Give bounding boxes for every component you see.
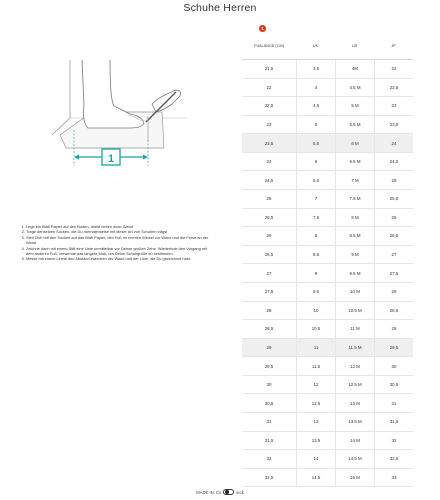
table-row	[242, 376, 413, 395]
header-us: US	[351, 44, 358, 48]
cell-uk: 14.5	[296, 469, 335, 487]
toggle-knob	[225, 490, 229, 494]
table-header	[242, 34, 413, 60]
instruction-step: 4. Zeichne dann mit einem Stift eine Linie unmittelbar vor Deiner großen Zehe. Wiederhole den Vorgang mit dem anderen Fuß; verwende das längere Maß, um Deine Schuhgröße zu bestimmen.	[26, 246, 215, 257]
cell-uk: 10.5	[296, 320, 335, 338]
cell-foot-length: 29,5	[264, 363, 274, 369]
cell-us: 13.5 M	[335, 413, 374, 431]
table-row	[242, 153, 413, 172]
cell-foot-length: 27	[266, 270, 272, 276]
header-uk: UK	[312, 44, 319, 48]
cell-us: 8.5 M	[335, 227, 374, 245]
cell-foot-length: 30	[266, 382, 272, 388]
cell-us: 6 M	[335, 134, 374, 152]
cell-us: 7 M	[335, 171, 374, 189]
cell-uk: 6.5	[296, 171, 335, 189]
cell-jp: 29,5	[374, 339, 413, 357]
cell-uk: 9.5	[296, 283, 335, 301]
instruction-step: 2. Trage denselben Socken, die Du normalerweise mit dieser Art von Schuhen trägst	[26, 229, 215, 234]
table-row	[242, 469, 413, 488]
cell-uk: 4	[296, 79, 335, 97]
cell-foot-length: 24	[266, 159, 272, 165]
cell-uk: 7	[296, 190, 335, 208]
table-row	[242, 190, 413, 209]
table-row	[242, 357, 413, 376]
instruction-step: 3. Stell Dich mit den Socken auf das Blatt Papier, den Fuß im rechten Winkel zur Wand und die Ferse an der Wand	[26, 235, 215, 246]
cell-uk: 9	[296, 264, 335, 282]
table-row	[242, 432, 413, 451]
cell-foot-length: 32	[266, 456, 272, 462]
cell-us: 4.5 M	[335, 79, 374, 97]
cell-us: 13 M	[335, 394, 374, 412]
cell-foot-length: 31,5	[264, 437, 274, 443]
measurement-instructions	[20, 224, 215, 262]
cell-jp: 25,5	[374, 190, 413, 208]
cell-jp: 32,5	[374, 450, 413, 468]
cell-uk: 11.5	[296, 357, 335, 375]
table-row	[242, 450, 413, 469]
cell-foot-length: 21,5	[264, 66, 274, 72]
footer	[0, 489, 440, 495]
table-row	[242, 339, 413, 358]
cell-foot-length: 23	[266, 122, 272, 128]
page-title: Schuhe Herren	[183, 2, 257, 14]
cell-us: 5.5 M	[335, 116, 374, 134]
cell-jp: 22,5	[374, 79, 413, 97]
table-row	[242, 227, 413, 246]
table-row	[242, 246, 413, 265]
header-jp: JP	[391, 44, 396, 48]
cell-us: 8 M	[335, 209, 374, 227]
cell-us: 10.5 M	[335, 302, 374, 320]
cell-uk: 10	[296, 302, 335, 320]
cell-uk: 6	[296, 153, 335, 171]
cell-foot-length: 22,5	[264, 103, 274, 109]
cell-foot-length: 25	[266, 196, 272, 202]
table-row	[242, 264, 413, 283]
cell-us: 7.5 M	[335, 190, 374, 208]
cell-jp: 31,5	[374, 413, 413, 431]
cell-uk: 12	[296, 376, 335, 394]
cell-foot-length: 24,5	[264, 177, 274, 183]
cell-us: 5 M	[335, 97, 374, 115]
cell-us: 11 M	[335, 320, 374, 338]
cell-us: 12.5 M	[335, 376, 374, 394]
footer-text-left: MADE IN: Co	[196, 489, 222, 495]
table-row	[242, 302, 413, 321]
cell-foot-length: 23,5	[264, 140, 274, 146]
cell-jp: 32	[374, 432, 413, 450]
cell-jp: 31	[374, 394, 413, 412]
table-row	[242, 97, 413, 116]
toggle-switch[interactable]	[223, 489, 234, 495]
cell-jp: 27,5	[374, 264, 413, 282]
table-step-badge: 1	[259, 25, 266, 32]
cell-uk: 5.5	[296, 134, 335, 152]
cell-uk: 13	[296, 413, 335, 431]
table-row	[242, 413, 413, 432]
table-row	[242, 116, 413, 135]
cell-foot-length: 28	[266, 307, 272, 313]
cell-us: 14 M	[335, 432, 374, 450]
footer-text-right: ieck	[236, 489, 244, 495]
cell-uk: 8	[296, 227, 335, 245]
cell-uk: 7.5	[296, 209, 335, 227]
cell-jp: 24,5	[374, 153, 413, 171]
cell-us: 6.5 M	[335, 153, 374, 171]
cell-foot-length: 22	[266, 84, 272, 90]
size-table	[242, 34, 413, 487]
cell-us: 15 M	[335, 469, 374, 487]
cell-uk: 14	[296, 450, 335, 468]
cell-uk: 4.5	[296, 97, 335, 115]
instruction-step: 5. Messe mit einem Lineal den Abstand zwischen der Wand und der Linie, die Du gezeichnet hast.	[26, 256, 215, 261]
foot-measure-illustration	[52, 60, 192, 175]
table-row	[242, 171, 413, 190]
cell-us: 12 M	[335, 357, 374, 375]
table-row	[242, 320, 413, 339]
cell-us: 11.5 M	[335, 339, 374, 357]
cell-jp: 28	[374, 283, 413, 301]
cell-uk: 11	[296, 339, 335, 357]
cell-jp: 23	[374, 97, 413, 115]
cell-uk: 5	[296, 116, 335, 134]
cell-foot-length: 27,5	[264, 289, 274, 295]
table-row	[242, 394, 413, 413]
cell-foot-length: 31	[266, 419, 272, 425]
cell-uk: 13.5	[296, 432, 335, 450]
cell-foot-length: 26	[266, 233, 272, 239]
cell-us: 9 M	[335, 246, 374, 264]
cell-foot-length: 32,5	[264, 475, 274, 480]
cell-uk: 12.5	[296, 394, 335, 412]
step-number: 1	[107, 153, 115, 165]
cell-foot-length: 26,5	[264, 252, 274, 258]
cell-jp: 30	[374, 357, 413, 375]
table-row	[242, 79, 413, 98]
cell-jp: 28,5	[374, 302, 413, 320]
cell-jp: 24	[374, 134, 413, 152]
table-row	[242, 60, 413, 79]
table-row	[242, 209, 413, 228]
header-foot-length: FUßLÄNGE (CM)	[254, 44, 284, 48]
cell-foot-length: 29	[266, 344, 272, 350]
cell-jp: 25	[374, 171, 413, 189]
cell-foot-length: 30,5	[264, 400, 274, 406]
cell-jp: 22	[374, 60, 413, 78]
cell-us: 4M	[335, 60, 374, 78]
cell-uk: 8.5	[296, 246, 335, 264]
cell-jp: 29	[374, 320, 413, 338]
cell-jp: 23,5	[374, 116, 413, 134]
instruction-step: 1. Lege ein Blatt Papier auf den Boden, direkt neben einer Wand	[26, 224, 215, 229]
cell-us: 9.5 M	[335, 264, 374, 282]
cell-jp: 26,5	[374, 227, 413, 245]
table-row	[242, 134, 413, 153]
cell-jp: 33	[374, 469, 413, 487]
cell-us: 10 M	[335, 283, 374, 301]
cell-foot-length: 28,5	[264, 326, 274, 332]
table-body	[242, 60, 413, 487]
cell-jp: 30,5	[374, 376, 413, 394]
cell-us: 14.5 M	[335, 450, 374, 468]
table-row	[242, 283, 413, 302]
cell-foot-length: 25,5	[264, 214, 274, 220]
cell-jp: 26	[374, 209, 413, 227]
cell-jp: 27	[374, 246, 413, 264]
cell-uk: 3.5	[296, 60, 335, 78]
